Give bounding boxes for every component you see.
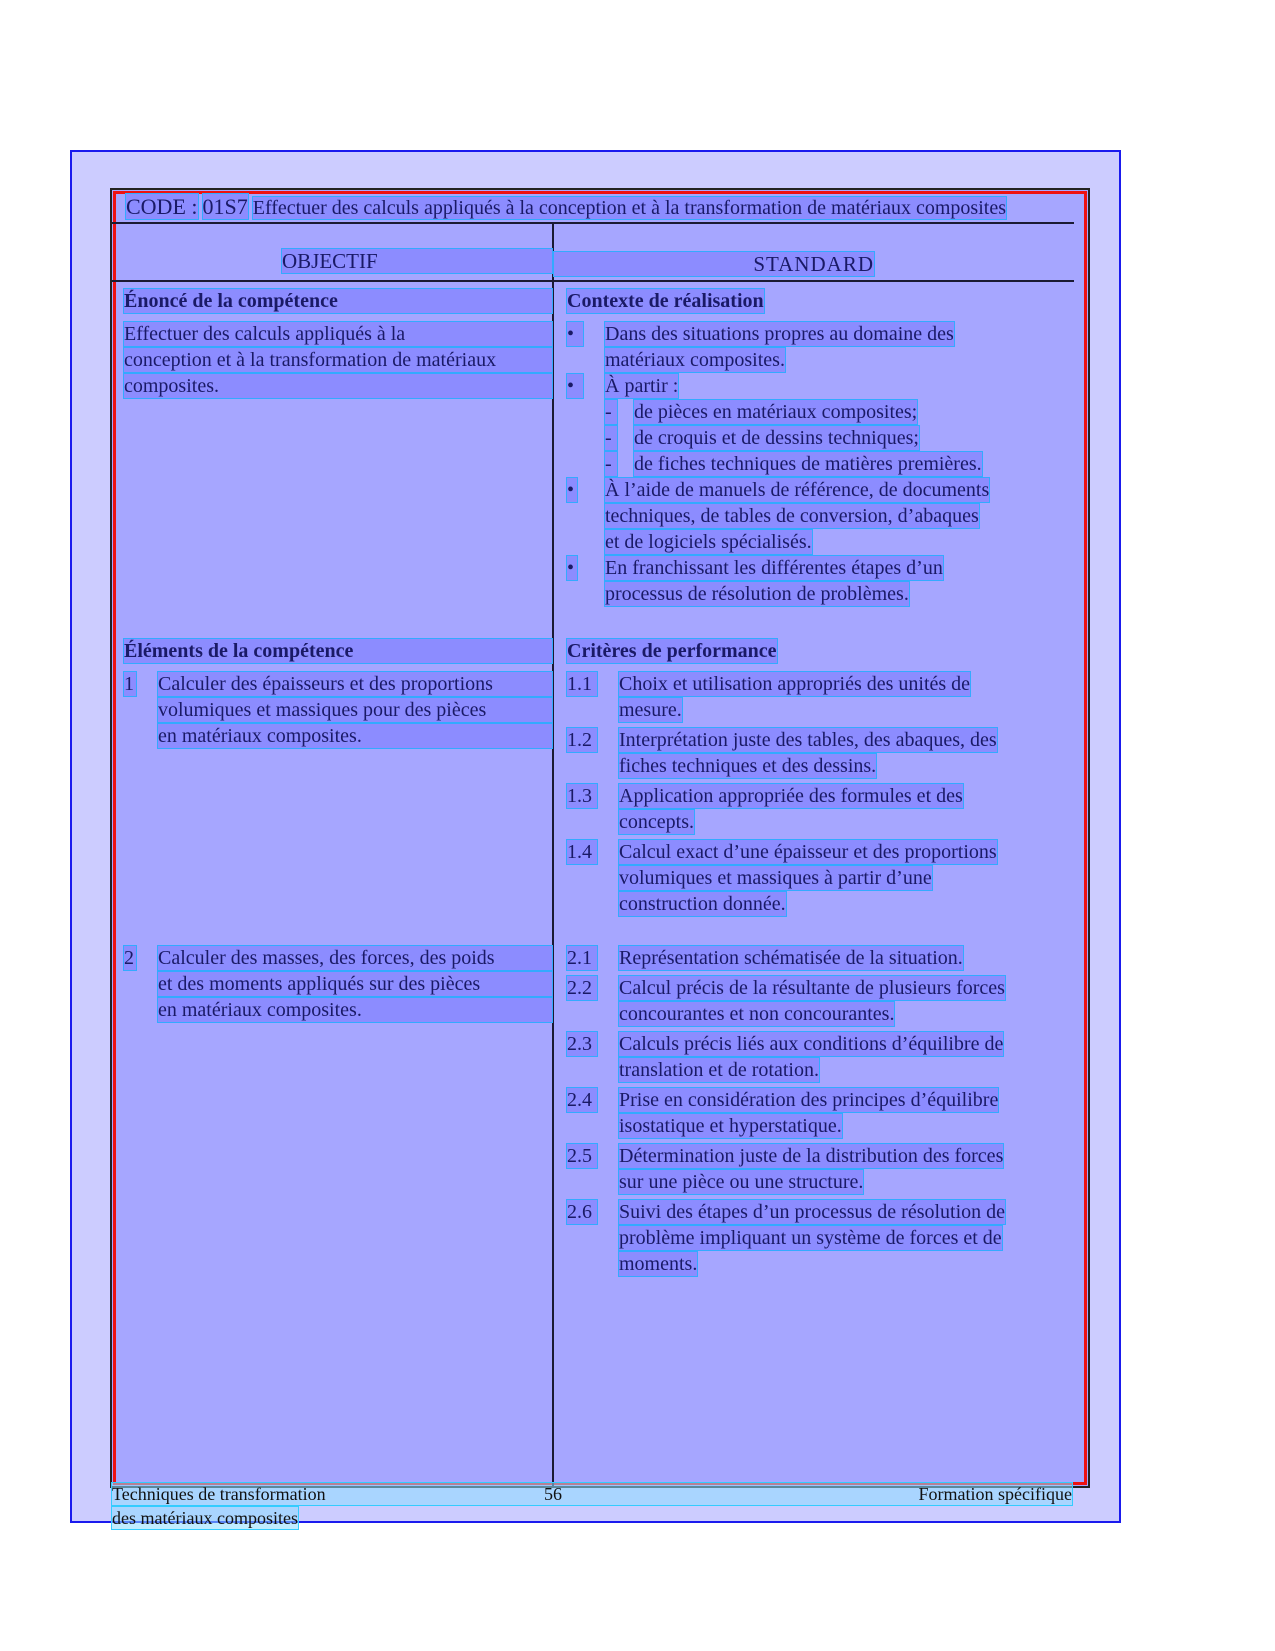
contexte-sub-3: de fiches techniques de matières premières. bbox=[634, 453, 982, 475]
criteres-heading: Critères de performance bbox=[567, 640, 777, 662]
critere-1-3-line-2: concepts. bbox=[619, 811, 694, 833]
footer-program-line-1: Techniques de transformation bbox=[112, 1484, 326, 1504]
critere-1-2-number: 1.2 bbox=[567, 728, 597, 752]
contexte-sub-1: de pièces en matériaux composites; bbox=[634, 401, 918, 423]
bullet-icon: • bbox=[567, 322, 583, 346]
critere-1-1-line-1: Choix et utilisation appropriés des unités de bbox=[619, 673, 971, 695]
element-1-line-1: Calculer des épaisseurs et des proportions bbox=[158, 672, 552, 696]
critere-2-5-line-1: Détermination juste de la distribution des forces bbox=[619, 1145, 1004, 1167]
competence-title: Effectuer des calculs appliqués à la conception et à la transformation de matériaux composites bbox=[252, 197, 1006, 219]
header-divider bbox=[112, 222, 1074, 224]
footer-page-number: 56 bbox=[544, 1484, 562, 1504]
dash-icon: - bbox=[605, 426, 617, 450]
element-1-number: 1 bbox=[124, 673, 134, 695]
element-2-line-1: Calculer des masses, des forces, des poids bbox=[158, 946, 552, 970]
code-label: CODE : bbox=[126, 194, 198, 219]
contexte-b4-line-1: En franchissant les différentes étapes d’un bbox=[605, 557, 943, 579]
critere-2-4-number: 2.4 bbox=[567, 1088, 597, 1112]
enonce-line-3: composites. bbox=[124, 374, 552, 398]
bullet-icon: • bbox=[567, 374, 583, 398]
critere-1-3-line-1: Application appropriée des formules et des bbox=[619, 785, 963, 807]
dash-icon: - bbox=[605, 452, 617, 476]
column-divider bbox=[552, 223, 554, 1486]
bullet-icon: • bbox=[567, 478, 577, 502]
critere-2-2-line-1: Calcul précis de la résultante de plusieurs forces bbox=[619, 977, 1005, 999]
critere-2-1-line-1: Représentation schématisée de la situation. bbox=[619, 947, 963, 969]
critere-1-4-line-3: construction donnée. bbox=[619, 893, 786, 915]
standard-header: STANDARD bbox=[554, 252, 874, 276]
critere-2-1-number: 2.1 bbox=[567, 946, 597, 970]
elements-heading: Éléments de la compétence bbox=[124, 639, 552, 663]
bullet-icon: • bbox=[567, 556, 577, 580]
critere-2-5-number: 2.5 bbox=[567, 1144, 597, 1168]
critere-2-4-line-1: Prise en considération des principes d’équilibre bbox=[619, 1089, 999, 1111]
critere-1-4-line-1: Calcul exact d’une épaisseur et des proportions bbox=[619, 841, 997, 863]
critere-2-6-line-1: Suivi des étapes d’un processus de résolution de bbox=[619, 1201, 1006, 1223]
column-header-divider bbox=[112, 280, 1074, 282]
critere-1-4-number: 1.4 bbox=[567, 840, 597, 864]
critere-1-1-number: 1.1 bbox=[567, 672, 597, 696]
element-1-line-2: volumiques et massiques pour des pièces bbox=[158, 698, 552, 722]
critere-1-3-number: 1.3 bbox=[567, 784, 597, 808]
critere-2-2-line-2: concourantes et non concourantes. bbox=[619, 1003, 895, 1025]
critere-2-3-number: 2.3 bbox=[567, 1032, 597, 1056]
critere-2-6-line-2: problème impliquant un système de forces et de bbox=[619, 1227, 1002, 1249]
critere-2-6-line-3: moments. bbox=[619, 1253, 698, 1275]
critere-2-3-line-1: Calculs précis liés aux conditions d’équilibre de bbox=[619, 1033, 1004, 1055]
dash-icon: - bbox=[605, 400, 617, 424]
contexte-b3-line-2: techniques, de tables de conversion, d’abaques bbox=[605, 505, 979, 527]
contexte-b1-line-1: Dans des situations propres au domaine des bbox=[605, 323, 954, 345]
enonce-line-1: Effectuer des calculs appliqués à la bbox=[124, 322, 552, 346]
critere-2-6-number: 2.6 bbox=[567, 1200, 597, 1224]
element-1-line-3: en matériaux composites. bbox=[158, 724, 552, 748]
contexte-heading: Contexte de réalisation bbox=[567, 290, 764, 312]
enonce-line-2: conception et à la transformation de matériaux bbox=[124, 348, 552, 372]
contexte-b3-line-1: À l’aide de manuels de référence, de documents bbox=[605, 479, 990, 501]
objectif-header: OBJECTIF bbox=[282, 249, 552, 273]
critere-1-1-line-2: mesure. bbox=[619, 699, 682, 721]
contexte-sub-2: de croquis et de dessins techniques; bbox=[634, 427, 919, 449]
contexte-b3-line-3: et de logiciels spécialisés. bbox=[605, 531, 812, 553]
element-2-number: 2 bbox=[124, 947, 134, 969]
footer-bar bbox=[112, 1483, 1072, 1505]
code-value: 01S7 bbox=[202, 194, 248, 219]
critere-2-5-line-2: sur une pièce ou une structure. bbox=[619, 1171, 864, 1193]
contexte-b2: À partir : bbox=[605, 375, 679, 397]
critere-2-3-line-2: translation et de rotation. bbox=[619, 1059, 819, 1081]
footer-program-line-2: des matériaux composites bbox=[112, 1508, 298, 1528]
critere-2-2-number: 2.2 bbox=[567, 976, 597, 1000]
enonce-heading: Énoncé de la compétence bbox=[124, 289, 552, 313]
element-2-line-2: et des moments appliqués sur des pièces bbox=[158, 972, 552, 996]
critere-1-4-line-2: volumiques et massiques à partir d’une bbox=[619, 867, 932, 889]
element-2-line-3: en matériaux composites. bbox=[158, 998, 552, 1022]
critere-1-2-line-1: Interprétation juste des tables, des abaques, des bbox=[619, 729, 997, 751]
critere-2-4-line-2: isostatique et hyperstatique. bbox=[619, 1115, 842, 1137]
contexte-b1-line-2: matériaux composites. bbox=[605, 349, 785, 371]
footer-section: Formation spécifique bbox=[918, 1484, 1072, 1504]
code-title-row bbox=[126, 194, 1006, 220]
critere-1-2-line-2: fiches techniques et des dessins. bbox=[619, 755, 877, 777]
contexte-b4-line-2: processus de résolution de problèmes. bbox=[605, 583, 909, 605]
